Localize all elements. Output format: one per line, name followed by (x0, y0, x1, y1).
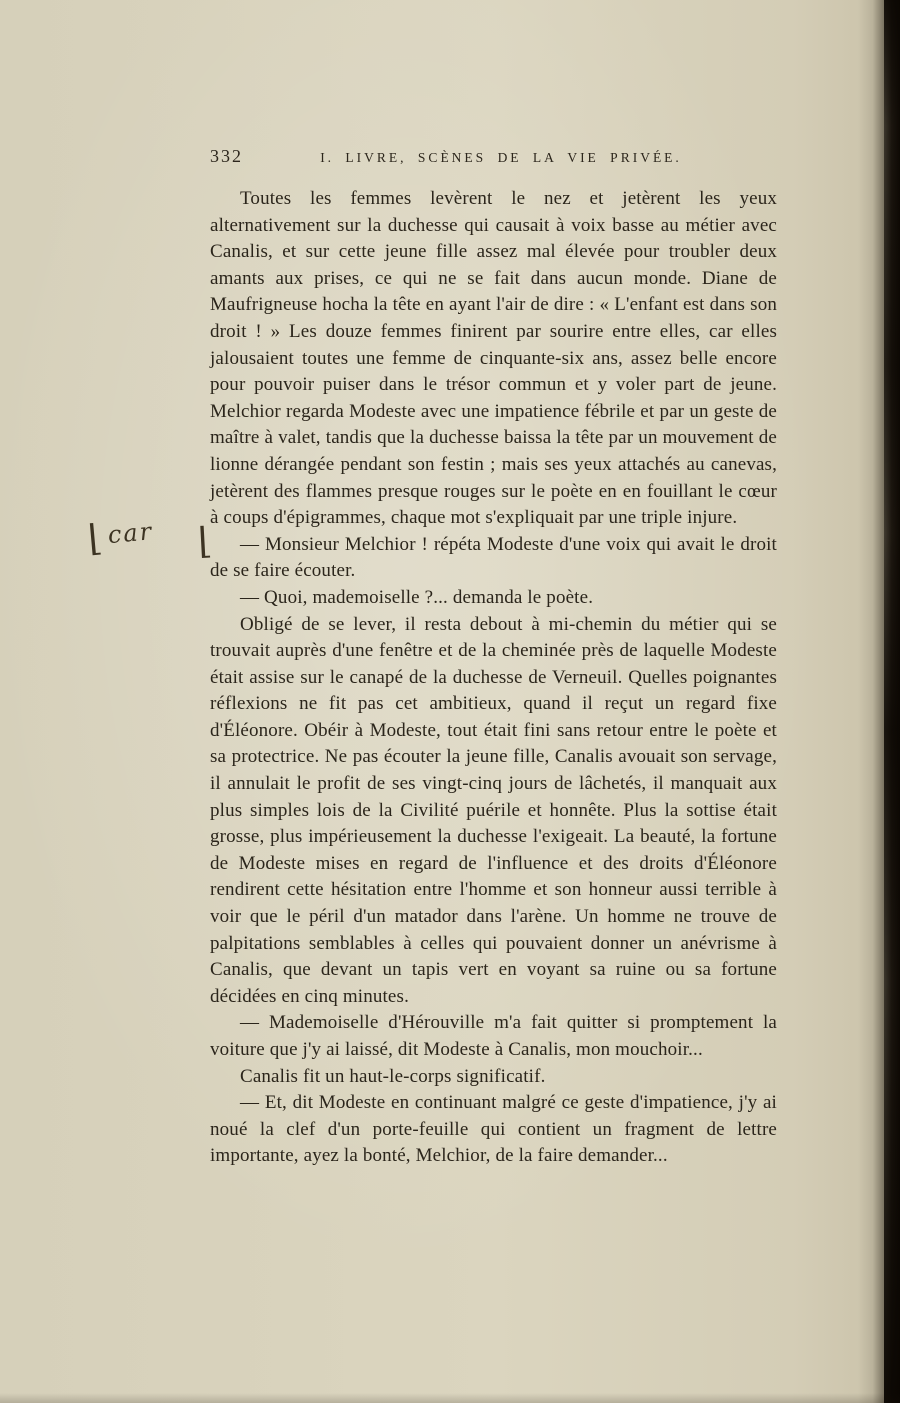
paragraph: — Monsieur Melchior ! répéta Modeste d'une voix qui avait le droit de se faire écouter. (210, 533, 777, 582)
paragraph: Obligé de se lever, il resta debout à mi-chemin du métier qui se trouvait auprès d'une fenêtre et de la cheminée près de laquelle Modeste était assise sur le canapé de la duchesse de Verneuil. Quelles poignantes réflexions ne fit pas cet ambitieux, quand il reçut un regard fixe d'Éléonore. Obéir à Modeste, tout était fini sans retour entre le poète et sa protectrice. Ne pas écouter la jeune fille, Canalis avouait son servage, il annulait le profit de ses vingt-cinq jours de lâchetés, il manquait aux plus simples lois de la Civilité puérile et honnête. Plus la sottise était grosse, plus impérieusement la duchesse l'exigeait. La beauté, la fortune de Modeste mises en regard de l'influence et des droits d'Éléonore rendirent cette hésitation entre l'homme et son honneur aussi terrible à voir que le péril d'un matador dans l'arène. Un homme ne trouve de palpitations semblables à celles qui pouvaient donner un anévrisme à Canalis, que devant un tapis vert en voyant sa ruine ou sa fortune décidées en cinq minutes. (210, 613, 777, 1007)
page-number: 332 (210, 146, 243, 166)
paragraph: — Quoi, mademoiselle ?... demanda le poète. (240, 586, 594, 608)
scan-shadow-bottom (0, 1393, 900, 1403)
annotation-inline-bracket-icon: ⌊ (196, 520, 214, 563)
handwritten-annotation (86, 513, 155, 560)
annotation-word: car (106, 517, 155, 550)
annotation-bracket-icon: ⌊ (86, 517, 104, 560)
paragraph: — Mademoiselle d'Hérouville m'a fait quitter si promptement la voiture que j'y ai laissé, dit Modeste à Canalis, mon mouchoir... (210, 1012, 777, 1060)
scan-shadow-right (858, 0, 900, 1403)
paragraph: Canalis fit un haut-le-corps significatif. (240, 1065, 546, 1087)
paragraph: Toutes les femmes levèrent le nez et jetèrent les yeux alternativement sur la duchesse qui causait à voix basse au métier avec Canalis, et sur cette jeune fille assez mal élevée pour troubler deux amants aux prises, ce qui ne se fait dans aucun monde. Diane de Maufrigneuse hocha la tête en ayant l'air de dire : « L'enfant est dans son droit ! » Les douze femmes finirent par sourire entre elles, car elles jalousaient toutes une femme de cinquante-six ans, assez belle encore pour pouvoir puiser dans le trésor commun et y voler part de jeune. Melchior regarda Modeste avec une impatience fébrile et par un geste de maître à valet, tandis que la duchesse baissa la tête par un mouvement de lionne dérangée pendant son festin ; mais ses yeux attachés au canevas, jetèrent des flammes presque rouges sur le poète en en fouillant le cœur à coups d'épigrammes, chaque mot s'expliquait par une triple injure. (210, 188, 777, 529)
body-text-block (210, 186, 777, 1170)
page-header-row (210, 146, 777, 167)
running-header: I. LIVRE, SCÈNES DE LA VIE PRIVÉE. (320, 150, 682, 165)
paragraph: — Et, dit Modeste en continuant malgré ce geste d'impatience, j'y ai noué la clef d'un porte-feuille qui contient un fragment de lettre importante, ayez la bonté, Melchior, de la faire demander... (210, 1092, 777, 1167)
